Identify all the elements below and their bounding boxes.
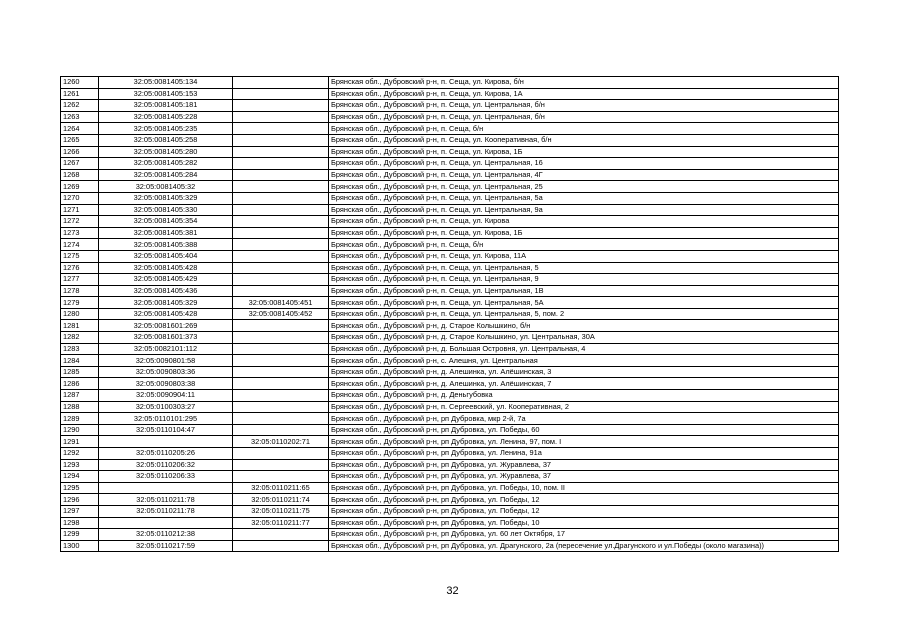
row-number-cell: 1278	[61, 285, 99, 297]
address-cell: Брянская обл., Дубровский р-н, рп Дубровка, ул. Победы, 12	[329, 505, 839, 517]
cadastral-number-cell: 32:05:0081405:381	[99, 227, 233, 239]
row-number-cell: 1263	[61, 111, 99, 123]
address-cell: Брянская обл., Дубровский р-н, с. Алешня, ул. Центральная	[329, 355, 839, 367]
address-cell: Брянская обл., Дубровский р-н, рп Дубровка, ул. Победы, 60	[329, 424, 839, 436]
building-cadastral-number-cell	[233, 169, 329, 181]
building-cadastral-number-cell	[233, 320, 329, 332]
table-row	[61, 146, 839, 158]
address-cell: Брянская обл., Дубровский р-н, п. Сеща, ул. Кирова, б/н	[329, 77, 839, 89]
row-number-cell: 1287	[61, 390, 99, 402]
table-row	[61, 274, 839, 286]
address-cell: Брянская обл., Дубровский р-н, рп Дубровка, ул. Журавлева, 37	[329, 471, 839, 483]
building-cadastral-number-cell	[233, 204, 329, 216]
building-cadastral-number-cell: 32:05:0081405:452	[233, 308, 329, 320]
building-cadastral-number-cell	[233, 285, 329, 297]
building-cadastral-number-cell	[233, 262, 329, 274]
building-cadastral-number-cell	[233, 123, 329, 135]
cadastral-number-cell: 32:05:0110211:78	[99, 494, 233, 506]
address-cell: Брянская обл., Дубровский р-н, п. Сеща, ул. Центральная, б/н	[329, 111, 839, 123]
table-row	[61, 111, 839, 123]
cadastral-number-cell: 32:05:0081601:269	[99, 320, 233, 332]
row-number-cell: 1274	[61, 239, 99, 251]
row-number-cell: 1281	[61, 320, 99, 332]
row-number-cell: 1276	[61, 262, 99, 274]
table-row	[61, 320, 839, 332]
cadastral-number-cell: 32:05:0081405:330	[99, 204, 233, 216]
row-number-cell: 1270	[61, 192, 99, 204]
building-cadastral-number-cell	[233, 471, 329, 483]
cadastral-number-cell: 32:05:0090803:38	[99, 378, 233, 390]
building-cadastral-number-cell	[233, 146, 329, 158]
address-cell: Брянская обл., Дубровский р-н, п. Сеща, б/н	[329, 123, 839, 135]
table-row	[61, 366, 839, 378]
building-cadastral-number-cell: 32:05:0110202:71	[233, 436, 329, 448]
table-row	[61, 378, 839, 390]
address-cell: Брянская обл., Дубровский р-н, п. Сеща, ул. Центральная, 5а	[329, 192, 839, 204]
building-cadastral-number-cell: 32:05:0110211:74	[233, 494, 329, 506]
table-row	[61, 494, 839, 506]
row-number-cell: 1260	[61, 77, 99, 89]
address-cell: Брянская обл., Дубровский р-н, п. Сеща, б/н	[329, 239, 839, 251]
address-cell: Брянская обл., Дубровский р-н, п. Сеща, ул. Центральная, 9а	[329, 204, 839, 216]
row-number-cell: 1288	[61, 401, 99, 413]
row-number-cell: 1299	[61, 529, 99, 541]
table-row	[61, 285, 839, 297]
address-cell: Брянская обл., Дубровский р-н, п. Сеща, ул. Кооперативная, б/н	[329, 134, 839, 146]
building-cadastral-number-cell	[233, 111, 329, 123]
row-number-cell: 1292	[61, 448, 99, 460]
row-number-cell: 1266	[61, 146, 99, 158]
cadastral-number-cell: 32:05:0081405:228	[99, 111, 233, 123]
row-number-cell: 1286	[61, 378, 99, 390]
building-cadastral-number-cell	[233, 134, 329, 146]
row-number-cell: 1273	[61, 227, 99, 239]
address-cell: Брянская обл., Дубровский р-н, д. Алешинка, ул. Алёшинская, 7	[329, 378, 839, 390]
address-cell: Брянская обл., Дубровский р-н, рп Дубровка, ул. Журавлева, 37	[329, 459, 839, 471]
address-cell: Брянская обл., Дубровский р-н, п. Сергеевский, ул. Кооперативная, 2	[329, 401, 839, 413]
address-cell: Брянская обл., Дубровский р-н, п. Сеща, ул. Центральная, 16	[329, 158, 839, 170]
building-cadastral-number-cell	[233, 250, 329, 262]
row-number-cell: 1279	[61, 297, 99, 309]
cadastral-number-cell: 32:05:0110211:78	[99, 505, 233, 517]
address-cell: Брянская обл., Дубровский р-н, д. Старое Колышкино, ул. Центральная, 30А	[329, 332, 839, 344]
table-row	[61, 297, 839, 309]
table-row	[61, 540, 839, 552]
row-number-cell: 1290	[61, 424, 99, 436]
address-cell: Брянская обл., Дубровский р-н, п. Сеща, ул. Центральная, 5А	[329, 297, 839, 309]
address-cell: Брянская обл., Дубровский р-н, п. Сеща, ул. Кирова, 1А	[329, 88, 839, 100]
address-cell: Брянская обл., Дубровский р-н, рп Дубровка, ул. 60 лет Октября, 17	[329, 529, 839, 541]
table-row	[61, 250, 839, 262]
table-row	[61, 413, 839, 425]
table-row	[61, 343, 839, 355]
cadastral-number-cell: 32:05:0081405:153	[99, 88, 233, 100]
address-cell: Брянская обл., Дубровский р-н, рп Дубровка, ул. Драгунского, 2а (пересечение ул.Драгунского и ул.Победы (около магазина))	[329, 540, 839, 552]
table-row	[61, 77, 839, 89]
row-number-cell: 1282	[61, 332, 99, 344]
building-cadastral-number-cell	[233, 181, 329, 193]
building-cadastral-number-cell: 32:05:0110211:77	[233, 517, 329, 529]
address-cell: Брянская обл., Дубровский р-н, п. Сеща, ул. Центральная, б/н	[329, 100, 839, 112]
address-cell: Брянская обл., Дубровский р-н, п. Сеща, ул. Центральная, 4Г	[329, 169, 839, 181]
building-cadastral-number-cell	[233, 192, 329, 204]
row-number-cell: 1277	[61, 274, 99, 286]
row-number-cell: 1280	[61, 308, 99, 320]
row-number-cell: 1275	[61, 250, 99, 262]
row-number-cell: 1293	[61, 459, 99, 471]
cadastral-number-cell: 32:05:0090801:58	[99, 355, 233, 367]
cadastral-number-cell: 32:05:0081405:428	[99, 308, 233, 320]
table-row	[61, 482, 839, 494]
building-cadastral-number-cell	[233, 401, 329, 413]
address-cell: Брянская обл., Дубровский р-н, п. Сеща, ул. Центральная, 5	[329, 262, 839, 274]
cadastral-number-cell: 32:05:0100303:27	[99, 401, 233, 413]
cadastral-number-cell: 32:05:0081405:284	[99, 169, 233, 181]
row-number-cell: 1296	[61, 494, 99, 506]
row-number-cell: 1261	[61, 88, 99, 100]
address-cell: Брянская обл., Дубровский р-н, п. Сеща, ул. Кирова, 1Б	[329, 227, 839, 239]
table-row	[61, 169, 839, 181]
cadastral-number-cell: 32:05:0110217:59	[99, 540, 233, 552]
address-cell: Брянская обл., Дубровский р-н, д. Большая Островня, ул. Центральная, 4	[329, 343, 839, 355]
address-cell: Брянская обл., Дубровский р-н, п. Сеща, ул. Центральная, 9	[329, 274, 839, 286]
table-row	[61, 424, 839, 436]
row-number-cell: 1284	[61, 355, 99, 367]
building-cadastral-number-cell: 32:05:0110211:75	[233, 505, 329, 517]
row-number-cell: 1283	[61, 343, 99, 355]
cadastral-number-cell: 32:05:0081405:388	[99, 239, 233, 251]
table-row	[61, 181, 839, 193]
address-cell: Брянская обл., Дубровский р-н, п. Сеща, ул. Центральная, 25	[329, 181, 839, 193]
cadastral-number-cell: 32:05:0110212:38	[99, 529, 233, 541]
building-cadastral-number-cell	[233, 448, 329, 460]
row-number-cell: 1285	[61, 366, 99, 378]
property-register-table	[60, 76, 839, 552]
cadastral-number-cell: 32:05:0081405:280	[99, 146, 233, 158]
cadastral-number-cell: 32:05:0081405:404	[99, 250, 233, 262]
address-cell: Брянская обл., Дубровский р-н, п. Сеща, ул. Кирова	[329, 216, 839, 228]
cadastral-number-cell: 32:05:0110206:33	[99, 471, 233, 483]
building-cadastral-number-cell	[233, 343, 329, 355]
address-cell: Брянская обл., Дубровский р-н, п. Сеща, ул. Кирова, 11А	[329, 250, 839, 262]
building-cadastral-number-cell: 32:05:0110211:65	[233, 482, 329, 494]
building-cadastral-number-cell	[233, 227, 329, 239]
row-number-cell: 1291	[61, 436, 99, 448]
cadastral-number-cell: 32:05:0081405:282	[99, 158, 233, 170]
cadastral-number-cell: 32:05:0090904:11	[99, 390, 233, 402]
cadastral-number-cell: 32:05:0081405:436	[99, 285, 233, 297]
table-row	[61, 529, 839, 541]
building-cadastral-number-cell	[233, 529, 329, 541]
row-number-cell: 1265	[61, 134, 99, 146]
address-cell: Брянская обл., Дубровский р-н, рп Дубровка, мкр 2-й, 7а	[329, 413, 839, 425]
row-number-cell: 1297	[61, 505, 99, 517]
building-cadastral-number-cell	[233, 424, 329, 436]
cadastral-number-cell: 32:05:0082101:112	[99, 343, 233, 355]
table-body	[61, 77, 839, 552]
row-number-cell: 1269	[61, 181, 99, 193]
building-cadastral-number-cell	[233, 216, 329, 228]
row-number-cell: 1298	[61, 517, 99, 529]
address-cell: Брянская обл., Дубровский р-н, д. Старое Колышкино, б/н	[329, 320, 839, 332]
building-cadastral-number-cell	[233, 239, 329, 251]
row-number-cell: 1272	[61, 216, 99, 228]
table-row	[61, 517, 839, 529]
address-cell: Брянская обл., Дубровский р-н, п. Сеща, ул. Центральная, 1В	[329, 285, 839, 297]
cadastral-number-cell	[99, 436, 233, 448]
table-row	[61, 239, 839, 251]
table-row	[61, 216, 839, 228]
cadastral-number-cell: 32:05:0110205:26	[99, 448, 233, 460]
table-row	[61, 192, 839, 204]
table-row	[61, 390, 839, 402]
table-row	[61, 308, 839, 320]
row-number-cell: 1295	[61, 482, 99, 494]
building-cadastral-number-cell: 32:05:0081405:451	[233, 297, 329, 309]
address-cell: Брянская обл., Дубровский р-н, рп Дубровка, ул. Победы, 10	[329, 517, 839, 529]
table-row	[61, 100, 839, 112]
cadastral-number-cell: 32:05:0081405:32	[99, 181, 233, 193]
building-cadastral-number-cell	[233, 378, 329, 390]
page-number: 32	[446, 585, 459, 597]
address-cell: Брянская обл., Дубровский р-н, рп Дубровка, ул. Ленина, 91а	[329, 448, 839, 460]
cadastral-number-cell: 32:05:0110104:47	[99, 424, 233, 436]
table-row	[61, 332, 839, 344]
address-cell: Брянская обл., Дубровский р-н, д. Деньгубовка	[329, 390, 839, 402]
table-row	[61, 505, 839, 517]
table-row	[61, 459, 839, 471]
cadastral-number-cell: 32:05:0110206:32	[99, 459, 233, 471]
table-row	[61, 227, 839, 239]
row-number-cell: 1289	[61, 413, 99, 425]
cadastral-number-cell: 32:05:0081405:235	[99, 123, 233, 135]
row-number-cell: 1268	[61, 169, 99, 181]
address-cell: Брянская обл., Дубровский р-н, рп Дубровка, ул. Ленина, 97, пом. I	[329, 436, 839, 448]
row-number-cell: 1264	[61, 123, 99, 135]
row-number-cell: 1294	[61, 471, 99, 483]
building-cadastral-number-cell	[233, 540, 329, 552]
cadastral-number-cell: 32:05:0081405:428	[99, 262, 233, 274]
building-cadastral-number-cell	[233, 459, 329, 471]
row-number-cell: 1262	[61, 100, 99, 112]
building-cadastral-number-cell	[233, 158, 329, 170]
cadastral-number-cell: 32:05:0081405:181	[99, 100, 233, 112]
cadastral-number-cell: 32:05:0090803:36	[99, 366, 233, 378]
row-number-cell: 1267	[61, 158, 99, 170]
table-row	[61, 88, 839, 100]
building-cadastral-number-cell	[233, 332, 329, 344]
building-cadastral-number-cell	[233, 366, 329, 378]
table-row	[61, 123, 839, 135]
address-cell: Брянская обл., Дубровский р-н, п. Сеща, ул. Кирова, 1Б	[329, 146, 839, 158]
cadastral-number-cell: 32:05:0110101:295	[99, 413, 233, 425]
building-cadastral-number-cell	[233, 88, 329, 100]
table-row	[61, 158, 839, 170]
address-cell: Брянская обл., Дубровский р-н, рп Дубровка, ул. Победы, 12	[329, 494, 839, 506]
table-row	[61, 134, 839, 146]
cadastral-number-cell	[99, 482, 233, 494]
table-row	[61, 401, 839, 413]
cadastral-number-cell: 32:05:0081405:354	[99, 216, 233, 228]
row-number-cell: 1271	[61, 204, 99, 216]
cadastral-number-cell: 32:05:0081405:329	[99, 297, 233, 309]
table-row	[61, 471, 839, 483]
row-number-cell: 1300	[61, 540, 99, 552]
table-row	[61, 355, 839, 367]
building-cadastral-number-cell	[233, 390, 329, 402]
cadastral-number-cell: 32:05:0081601:373	[99, 332, 233, 344]
building-cadastral-number-cell	[233, 100, 329, 112]
cadastral-number-cell	[99, 517, 233, 529]
table-row	[61, 448, 839, 460]
building-cadastral-number-cell	[233, 413, 329, 425]
building-cadastral-number-cell	[233, 355, 329, 367]
building-cadastral-number-cell	[233, 274, 329, 286]
address-cell: Брянская обл., Дубровский р-н, п. Сеща, ул. Центральная, 5, пом. 2	[329, 308, 839, 320]
address-cell: Брянская обл., Дубровский р-н, д. Алешинка, ул. Алёшинская, 3	[329, 366, 839, 378]
table-row	[61, 204, 839, 216]
table-row	[61, 436, 839, 448]
cadastral-number-cell: 32:05:0081405:329	[99, 192, 233, 204]
cadastral-number-cell: 32:05:0081405:134	[99, 77, 233, 89]
cadastral-number-cell: 32:05:0081405:429	[99, 274, 233, 286]
table-row	[61, 262, 839, 274]
cadastral-number-cell: 32:05:0081405:258	[99, 134, 233, 146]
address-cell: Брянская обл., Дубровский р-н, рп Дубровка, ул. Победы, 10, пом. II	[329, 482, 839, 494]
building-cadastral-number-cell	[233, 77, 329, 89]
